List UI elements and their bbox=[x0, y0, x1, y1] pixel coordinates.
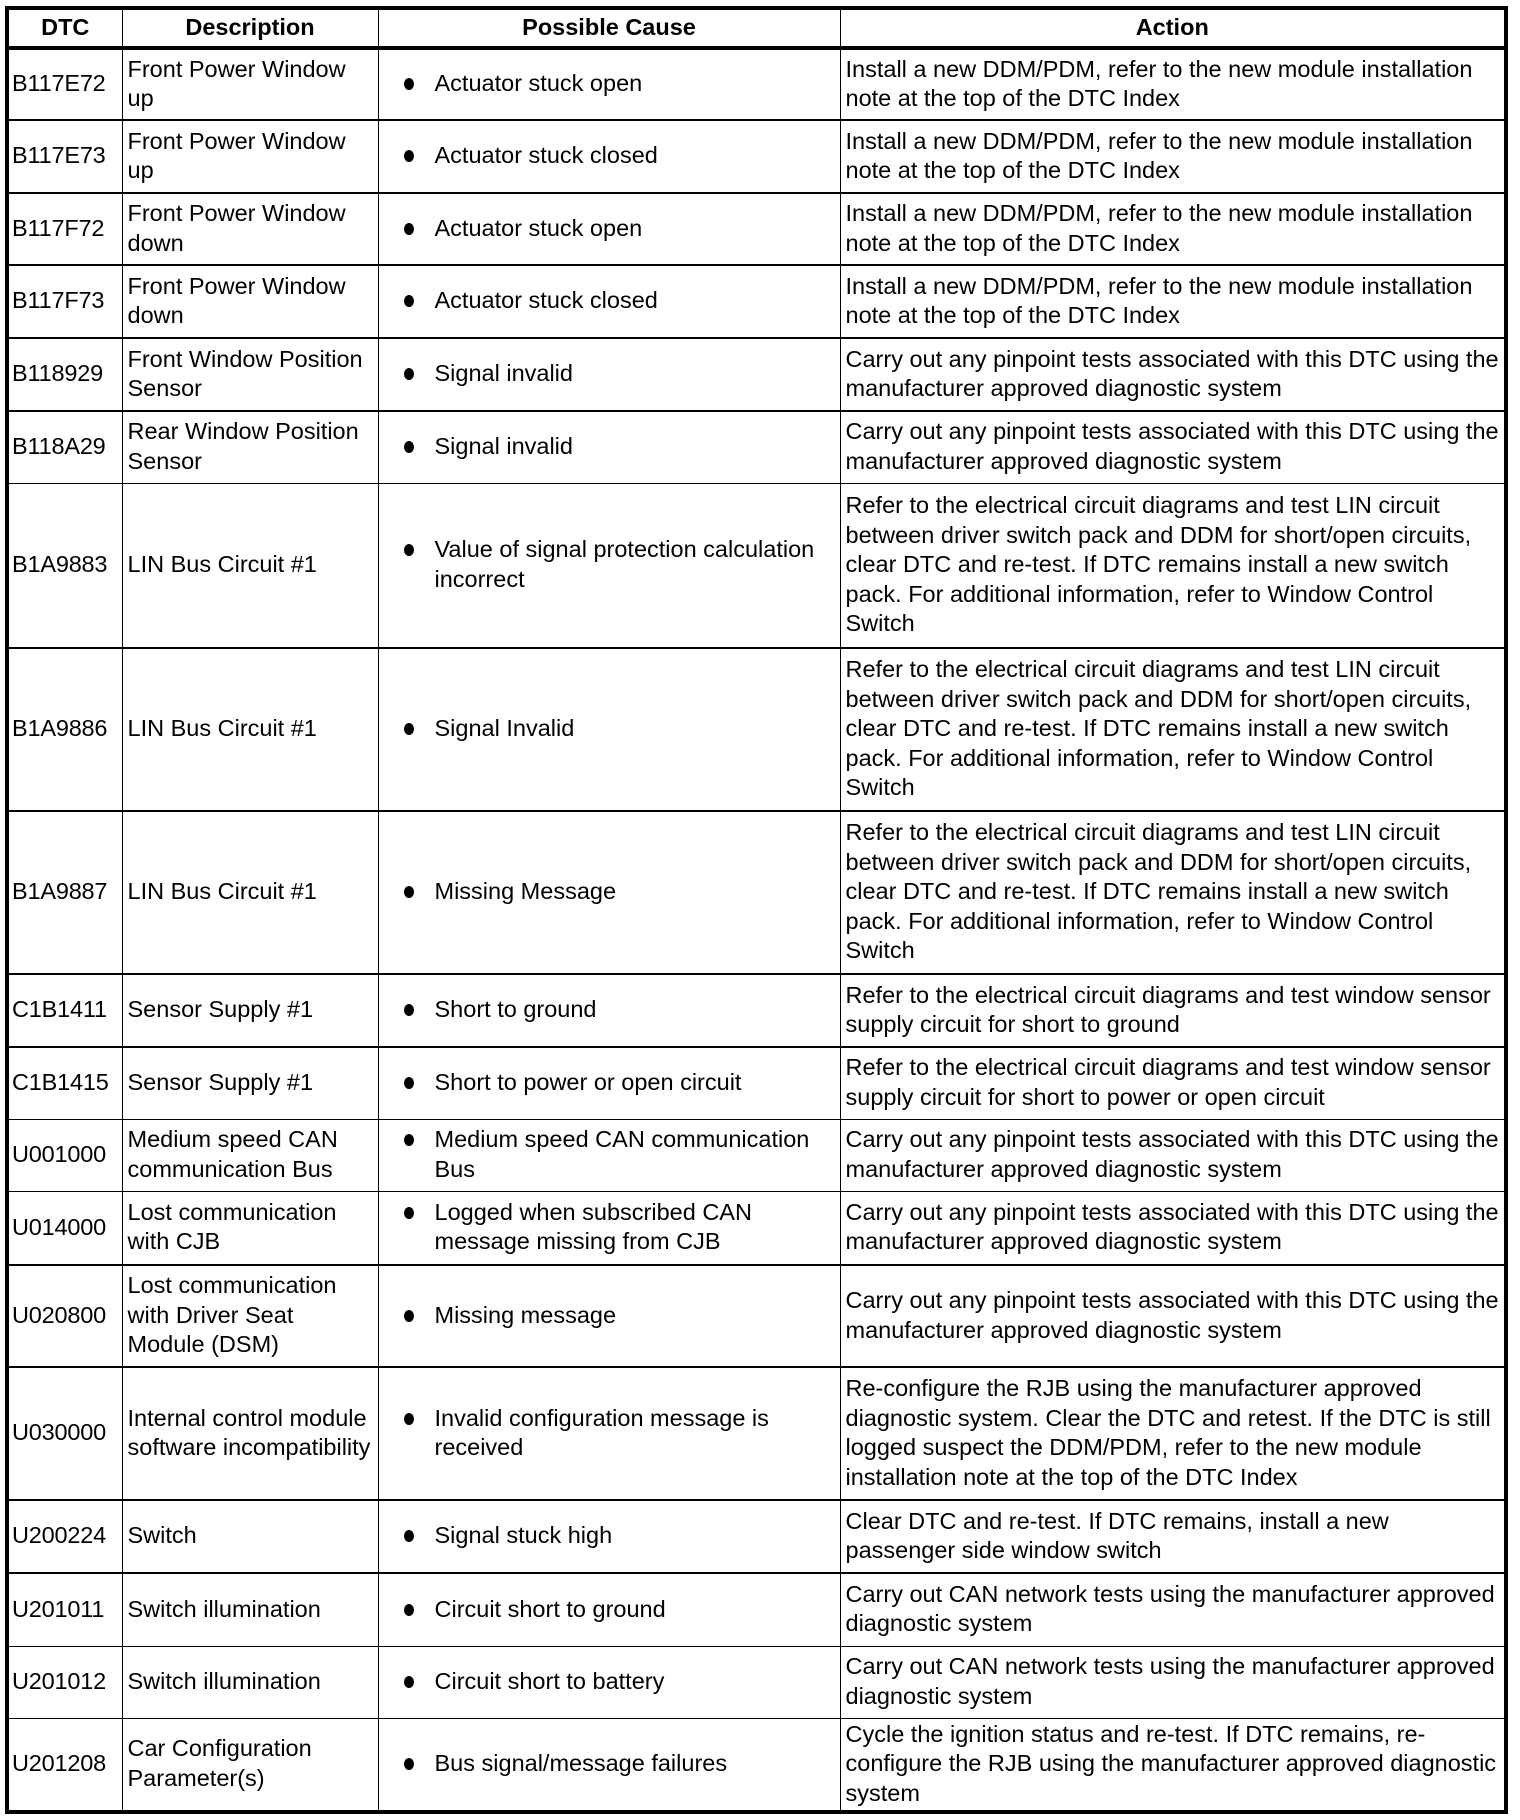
description-cell: Sensor Supply #1 bbox=[122, 1047, 378, 1119]
header-row bbox=[7, 8, 1506, 48]
description-cell: Lost communication with Driver Seat Module (DSM) bbox=[122, 1265, 378, 1367]
cause-item bbox=[384, 1521, 836, 1551]
dtc-code: U201012 bbox=[7, 1646, 122, 1718]
action-cell: Refer to the electrical circuit diagrams and test LIN circuit between driver switch pack and DDM for short/open circuits, clear DTC and re-test. If DTC remains install a new switch pack. For additional information, refer to Window Control Switch bbox=[840, 811, 1506, 974]
bullet-icon bbox=[404, 1134, 414, 1146]
dtc-code: B118A29 bbox=[7, 411, 122, 483]
cause-text: Invalid configuration message is received bbox=[434, 1404, 769, 1460]
dtc-code: U030000 bbox=[7, 1367, 122, 1500]
cause-item bbox=[384, 1404, 836, 1463]
cause-text: Value of signal protection calculation incorrect bbox=[434, 536, 815, 592]
bullet-icon bbox=[404, 1077, 414, 1089]
description-cell: Front Power Window up bbox=[122, 48, 378, 120]
table-row bbox=[7, 265, 1506, 338]
cause-text: Signal invalid bbox=[434, 360, 573, 387]
possible-cause-cell bbox=[378, 483, 840, 648]
description-cell: Front Power Window up bbox=[122, 120, 378, 193]
action-cell: Install a new DDM/PDM, refer to the new module installation note at the top of the DTC Index bbox=[840, 265, 1506, 338]
cause-text: Short to power or open circuit bbox=[434, 1069, 742, 1095]
table-row bbox=[7, 120, 1506, 193]
cause-text: Missing Message bbox=[434, 878, 617, 905]
bullet-icon bbox=[404, 1530, 414, 1542]
table-body bbox=[7, 48, 1506, 1812]
bullet-icon bbox=[404, 223, 414, 235]
cause-item bbox=[384, 214, 836, 244]
description-cell: LIN Bus Circuit #1 bbox=[122, 648, 378, 811]
bullet-icon bbox=[404, 1676, 414, 1688]
description-cell: Lost communication with CJB bbox=[122, 1191, 378, 1265]
description-cell: LIN Bus Circuit #1 bbox=[122, 483, 378, 648]
table-row bbox=[7, 974, 1506, 1047]
table-row bbox=[7, 648, 1506, 811]
possible-cause-cell bbox=[378, 811, 840, 974]
description-cell: Internal control module software incompatibility bbox=[122, 1367, 378, 1500]
description-cell: Car Configuration Parameter(s) bbox=[122, 1718, 378, 1812]
bullet-icon bbox=[404, 150, 414, 162]
table-row bbox=[7, 48, 1506, 120]
dtc-code: B117E72 bbox=[7, 48, 122, 120]
possible-cause-cell bbox=[378, 193, 840, 265]
bullet-icon bbox=[404, 886, 414, 898]
cause-item bbox=[384, 1301, 836, 1331]
table-row bbox=[7, 193, 1506, 265]
dtc-code: B118929 bbox=[7, 338, 122, 411]
table-row bbox=[7, 411, 1506, 483]
header-dtc: DTC bbox=[7, 8, 122, 48]
dtc-code: C1B1411 bbox=[7, 974, 122, 1047]
cause-text: Signal invalid bbox=[434, 433, 573, 459]
cause-text: Signal stuck high bbox=[434, 1522, 613, 1549]
cause-item bbox=[384, 1068, 836, 1098]
dtc-code: B117F72 bbox=[7, 193, 122, 265]
dtc-code: B117E73 bbox=[7, 120, 122, 193]
dtc-code: C1B1415 bbox=[7, 1047, 122, 1119]
possible-cause-cell bbox=[378, 1718, 840, 1812]
action-cell: Refer to the electrical circuit diagrams and test LIN circuit between driver switch pack and DDM for short/open circuits, clear DTC and re-test. If DTC remains install a new switch pack. For additional information, refer to Window Control Switch bbox=[840, 648, 1506, 811]
possible-cause-cell bbox=[378, 1119, 840, 1191]
table-row bbox=[7, 1191, 1506, 1265]
table-row bbox=[7, 1119, 1506, 1191]
possible-cause-cell bbox=[378, 48, 840, 120]
cause-item bbox=[384, 69, 836, 99]
cause-item bbox=[384, 714, 836, 744]
cause-text: Logged when subscribed CAN message missing from CJB bbox=[434, 1198, 752, 1255]
bullet-icon bbox=[404, 1758, 414, 1770]
bullet-icon bbox=[404, 78, 414, 90]
bullet-icon bbox=[404, 1207, 414, 1219]
cause-item bbox=[384, 141, 836, 171]
header-description: Description bbox=[122, 8, 378, 48]
cause-item bbox=[384, 1595, 836, 1625]
action-cell: Carry out any pinpoint tests associated with this DTC using the manufacturer approved diagnostic system bbox=[840, 1265, 1506, 1367]
bullet-icon bbox=[404, 1604, 414, 1616]
cause-item bbox=[384, 286, 836, 316]
dtc-code: B1A9883 bbox=[7, 483, 122, 648]
description-cell: Front Window Position Sensor bbox=[122, 338, 378, 411]
table-row bbox=[7, 483, 1506, 648]
cause-text: Circuit short to battery bbox=[434, 1667, 665, 1694]
bullet-icon bbox=[404, 1004, 414, 1016]
cause-text: Bus signal/message failures bbox=[434, 1750, 728, 1776]
table-row bbox=[7, 1573, 1506, 1646]
description-cell: Front Power Window down bbox=[122, 265, 378, 338]
table-row bbox=[7, 338, 1506, 411]
possible-cause-cell bbox=[378, 1047, 840, 1119]
action-cell: Refer to the electrical circuit diagrams and test window sensor supply circuit for short to power or open circuit bbox=[840, 1047, 1506, 1119]
possible-cause-cell bbox=[378, 265, 840, 338]
cause-text: Missing message bbox=[434, 1301, 617, 1328]
possible-cause-cell bbox=[378, 1191, 840, 1265]
cause-item bbox=[384, 1749, 836, 1779]
cause-item bbox=[384, 359, 836, 389]
dtc-code: U001000 bbox=[7, 1119, 122, 1191]
action-cell: Clear DTC and re-test. If DTC remains, install a new passenger side window switch bbox=[840, 1500, 1506, 1573]
cause-text: Actuator stuck open bbox=[434, 70, 643, 97]
description-cell: Front Power Window down bbox=[122, 193, 378, 265]
action-cell: Cycle the ignition status and re-test. If DTC remains, re-configure the RJB using the manufacturer approved diagnostic system bbox=[840, 1718, 1506, 1812]
bullet-icon bbox=[404, 295, 414, 307]
bullet-icon bbox=[404, 1310, 414, 1322]
action-cell: Install a new DDM/PDM, refer to the new module installation note at the top of the DTC Index bbox=[840, 193, 1506, 265]
possible-cause-cell bbox=[378, 648, 840, 811]
dtc-code: B1A9886 bbox=[7, 648, 122, 811]
description-cell: Medium speed CAN communication Bus bbox=[122, 1119, 378, 1191]
dtc-code: B1A9887 bbox=[7, 811, 122, 974]
dtc-code: B117F73 bbox=[7, 265, 122, 338]
cause-item bbox=[384, 432, 836, 462]
cause-text: Signal Invalid bbox=[434, 715, 575, 742]
dtc-code: U014000 bbox=[7, 1191, 122, 1265]
action-cell: Re-configure the RJB using the manufacturer approved diagnostic system. Clear the DTC and retest. If the DTC is still logged suspect the DDM/PDM, refer to the new module installation note at the top of the DTC Index bbox=[840, 1367, 1506, 1500]
cause-item bbox=[384, 535, 836, 594]
dtc-table bbox=[5, 6, 1508, 1814]
action-cell: Carry out any pinpoint tests associated with this DTC using the manufacturer approved diagnostic system bbox=[840, 1119, 1506, 1191]
table-row bbox=[7, 811, 1506, 974]
action-cell: Install a new DDM/PDM, refer to the new module installation note at the top of the DTC Index bbox=[840, 120, 1506, 193]
action-cell: Refer to the electrical circuit diagrams and test window sensor supply circuit for short to ground bbox=[840, 974, 1506, 1047]
dtc-code: U201208 bbox=[7, 1718, 122, 1812]
possible-cause-cell bbox=[378, 411, 840, 483]
cause-text: Actuator stuck open bbox=[434, 214, 643, 241]
table-row bbox=[7, 1047, 1506, 1119]
header-possible-cause: Possible Cause bbox=[378, 8, 840, 48]
cause-item bbox=[384, 1198, 836, 1257]
dtc-code: U201011 bbox=[7, 1573, 122, 1646]
table-header bbox=[7, 8, 1506, 48]
bullet-icon bbox=[404, 723, 414, 735]
action-cell: Carry out any pinpoint tests associated with this DTC using the manufacturer approved diagnostic system bbox=[840, 338, 1506, 411]
cause-item bbox=[384, 1125, 836, 1184]
action-cell: Carry out CAN network tests using the manufacturer approved diagnostic system bbox=[840, 1573, 1506, 1646]
bullet-icon bbox=[404, 1413, 414, 1425]
description-cell: Sensor Supply #1 bbox=[122, 974, 378, 1047]
possible-cause-cell bbox=[378, 1500, 840, 1573]
cause-item bbox=[384, 877, 836, 907]
cause-text: Actuator stuck closed bbox=[434, 142, 658, 169]
description-cell: Switch bbox=[122, 1500, 378, 1573]
bullet-icon bbox=[404, 368, 414, 380]
possible-cause-cell bbox=[378, 338, 840, 411]
table-row bbox=[7, 1367, 1506, 1500]
description-cell: Switch illumination bbox=[122, 1646, 378, 1718]
action-cell: Install a new DDM/PDM, refer to the new module installation note at the top of the DTC Index bbox=[840, 48, 1506, 120]
possible-cause-cell bbox=[378, 120, 840, 193]
cause-text: Actuator stuck closed bbox=[434, 287, 658, 314]
action-cell: Carry out any pinpoint tests associated with this DTC using the manufacturer approved diagnostic system bbox=[840, 1191, 1506, 1265]
action-cell: Carry out any pinpoint tests associated with this DTC using the manufacturer approved diagnostic system bbox=[840, 411, 1506, 483]
dtc-code: U020800 bbox=[7, 1265, 122, 1367]
table-row bbox=[7, 1500, 1506, 1573]
description-cell: LIN Bus Circuit #1 bbox=[122, 811, 378, 974]
dtc-code: U200224 bbox=[7, 1500, 122, 1573]
cause-text: Medium speed CAN communication Bus bbox=[434, 1126, 810, 1182]
bullet-icon bbox=[404, 441, 414, 453]
cause-text: Short to ground bbox=[434, 996, 597, 1023]
possible-cause-cell bbox=[378, 1573, 840, 1646]
cause-text: Circuit short to ground bbox=[434, 1595, 666, 1622]
cause-item bbox=[384, 1667, 836, 1697]
action-cell: Refer to the electrical circuit diagrams and test LIN circuit between driver switch pack and DDM for short/open circuits, clear DTC and re-test. If DTC remains install a new switch pack. For additional information, refer to Window Control Switch bbox=[840, 483, 1506, 648]
possible-cause-cell bbox=[378, 1367, 840, 1500]
table-row bbox=[7, 1718, 1506, 1812]
table-row bbox=[7, 1265, 1506, 1367]
description-cell: Switch illumination bbox=[122, 1573, 378, 1646]
action-cell: Carry out CAN network tests using the manufacturer approved diagnostic system bbox=[840, 1646, 1506, 1718]
description-cell: Rear Window Position Sensor bbox=[122, 411, 378, 483]
possible-cause-cell bbox=[378, 974, 840, 1047]
header-action: Action bbox=[840, 8, 1506, 48]
cause-item bbox=[384, 995, 836, 1025]
possible-cause-cell bbox=[378, 1646, 840, 1718]
table-row bbox=[7, 1646, 1506, 1718]
possible-cause-cell bbox=[378, 1265, 840, 1367]
bullet-icon bbox=[404, 544, 414, 556]
